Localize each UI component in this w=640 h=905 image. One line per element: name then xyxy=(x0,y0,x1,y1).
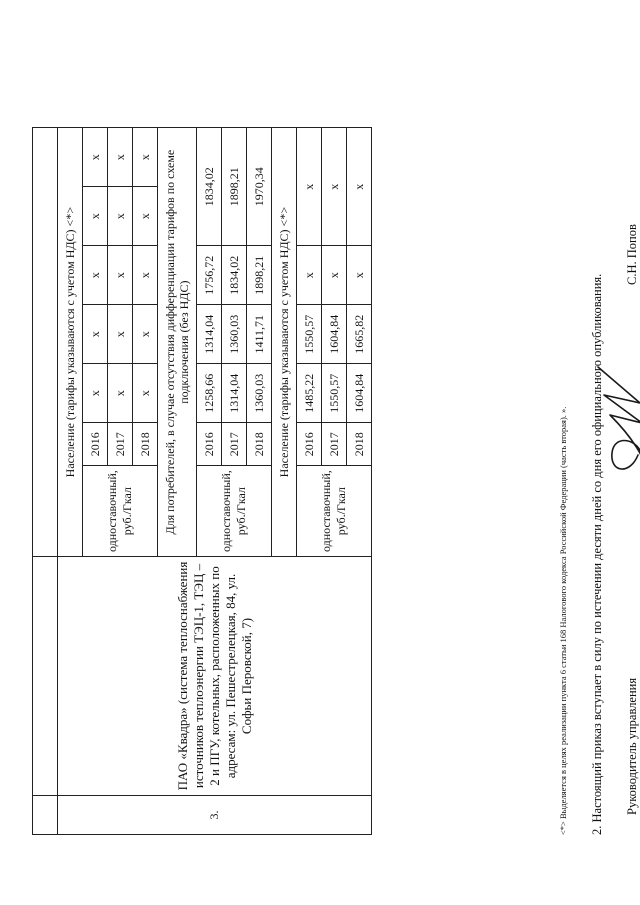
order-text: 2. Настоящий приказ вступает в силу по истечении десяти дней со дня его официального опубликования. xyxy=(590,273,604,835)
value-cell: х xyxy=(133,305,158,364)
value-cell: х xyxy=(83,187,108,246)
value-cell: х xyxy=(83,364,108,423)
value-cell: х xyxy=(108,305,133,364)
tariff-table xyxy=(32,127,372,835)
unit-cell: одноставочный, руб./Гкал xyxy=(197,466,272,557)
value-cell: 1314,04 xyxy=(197,305,222,364)
year-cell: 2016 xyxy=(83,423,108,466)
value-cell: 1834,02 xyxy=(222,246,247,305)
value-cell: х xyxy=(108,128,133,187)
value-cell: 1898,21 xyxy=(247,246,272,305)
value-cell: 1665,82 xyxy=(347,305,372,364)
value-cell: х xyxy=(133,128,158,187)
table-cell xyxy=(33,557,58,796)
value-cell: 1550,57 xyxy=(322,364,347,423)
unit-cell: одноставочный, руб./Гкал xyxy=(297,466,372,557)
value-cell: х xyxy=(322,128,347,246)
unit-cell: одноставочный, руб./Гкал xyxy=(83,466,158,557)
value-cell: 1411,71 xyxy=(247,305,272,364)
value-cell: х xyxy=(347,128,372,246)
row-number: 3. xyxy=(58,796,372,835)
year-cell: 2016 xyxy=(297,423,322,466)
value-cell: 1258,66 xyxy=(197,364,222,423)
signatory-title: Руководитель управления xyxy=(625,677,639,815)
value-cell: х xyxy=(83,128,108,187)
value-cell: х xyxy=(133,364,158,423)
value-cell: 1834,02 xyxy=(197,128,222,246)
value-cell: 1314,04 xyxy=(222,364,247,423)
value-cell: х xyxy=(297,128,322,246)
table-header-row xyxy=(33,128,58,835)
value-cell: х xyxy=(297,246,322,305)
handwritten-signature xyxy=(590,355,640,485)
value-cell: х xyxy=(133,246,158,305)
value-cell: х xyxy=(108,364,133,423)
value-cell: х xyxy=(108,187,133,246)
value-cell: х xyxy=(83,305,108,364)
year-cell: 2017 xyxy=(222,423,247,466)
value-cell: 1604,84 xyxy=(322,305,347,364)
table-cell xyxy=(33,128,58,557)
year-cell: 2018 xyxy=(247,423,272,466)
year-cell: 2017 xyxy=(322,423,347,466)
section-title: Для потребителей, в случае отсутствия дифференциации тарифов по схеме подключения (без НДС) xyxy=(158,128,197,557)
year-cell: 2016 xyxy=(197,423,222,466)
year-cell: 2017 xyxy=(108,423,133,466)
value-cell: х xyxy=(83,246,108,305)
value-cell: х xyxy=(347,246,372,305)
organization-cell: ПАО «Квадра» (система теплоснабжения источников теплоэнергии ТЭЦ-1, ТЭЦ – 2 и ПГУ, котельных, расположенных по адресам: ул. Пешестрелецкая, 84, ул. Софьи Перовской, 7) xyxy=(58,557,372,796)
section-title: Население (тарифы указываются с учетом НДС) <*> xyxy=(58,128,83,557)
value-cell: 1756,72 xyxy=(197,246,222,305)
value-cell: х xyxy=(108,246,133,305)
value-cell: 1360,03 xyxy=(222,305,247,364)
value-cell: х xyxy=(322,246,347,305)
table-cell xyxy=(33,796,58,835)
value-cell: 1360,03 xyxy=(247,364,272,423)
value-cell: х xyxy=(133,187,158,246)
value-cell: 1898,21 xyxy=(222,128,247,246)
value-cell: 1550,57 xyxy=(297,305,322,364)
value-cell: 1604,84 xyxy=(347,364,372,423)
signatory-name: С.Н. Попов xyxy=(625,224,639,285)
year-cell: 2018 xyxy=(133,423,158,466)
footnote: <*> Выделяется в целях реализации пункта 6 статьи 168 Налогового кодекса Российской Федерации (часть вторая). ». xyxy=(558,406,568,835)
section-title: Население (тарифы указываются с учетом НДС) <*> xyxy=(272,128,297,557)
value-cell: 1970,34 xyxy=(247,128,272,246)
section-row xyxy=(58,128,83,835)
year-cell: 2018 xyxy=(347,423,372,466)
value-cell: 1485,22 xyxy=(297,364,322,423)
